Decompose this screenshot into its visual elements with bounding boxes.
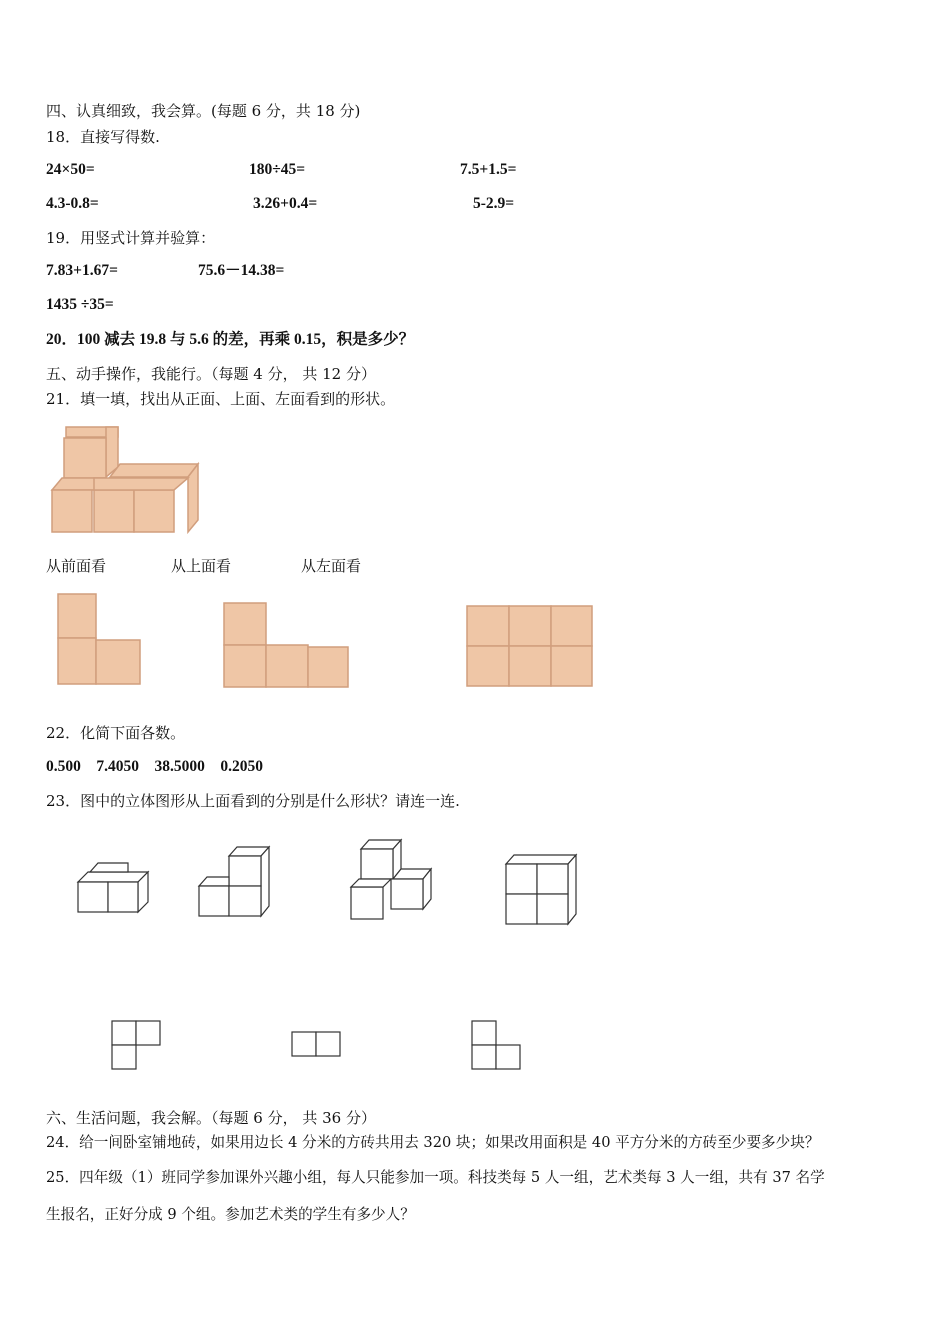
q23-title: 23．图中的立体图形从上面看到的分别是什么形状？请连一连. [46,792,460,810]
q21-cube-figure [48,422,208,537]
section4-title: 四、认真细致，我会算。(每题 6 分，共 18 分) [46,102,361,120]
view-label-left: 从左面看 [301,557,362,575]
solid-figure-2 [195,842,275,922]
q18-item: 3.26+0.4= [253,195,318,212]
q18-item: 24×50= [46,161,95,178]
q25-line1: 25．四年级（1）班同学参加课外兴趣小组，每人只能参加一项。科技类每 5 人一组，艺术类每 3 人一组，共有 37 名学 [46,1169,825,1186]
solid-figure-1 [70,850,160,920]
view-shape-a [55,592,145,687]
q19-title: 19．用竖式计算并验算： [46,229,216,247]
q19-item: 7.83+1.67= [46,262,118,279]
section5-title: 五、动手操作，我能行。（每题 4 分， 共 12 分） [46,365,376,383]
section6-title: 六、生活问题，我会解。（每题 6 分， 共 36 分） [46,1109,376,1127]
top-view-option-1[interactable] [108,1018,166,1073]
q18-title: 18．直接写得数. [46,128,160,146]
q19-item: 1435 ÷35= [46,296,114,313]
q19-item: 75.6－14.38= [198,262,285,279]
q22-title: 22．化简下面各数。 [46,724,186,742]
top-view-option-3[interactable] [468,1018,526,1073]
q21-title: 21．填一填，找出从正面、上面、左面看到的形状。 [46,390,396,408]
top-view-option-2[interactable] [288,1029,346,1061]
q24-title: 24．给一间卧室铺地砖，如果用边长 4 分米的方砖共用去 320 块；如果改用面积是 40 平方分米的方砖至少要多少块？ [46,1134,820,1151]
solid-figure-3 [345,835,440,925]
q20-title: 20．100 减去 19.8 与 5.6 的差，再乘 0.15，积是多少？ [46,331,415,348]
solid-figure-4 [500,850,582,930]
q18-item: 4.3-0.8= [46,195,99,212]
view-shape-b [220,600,355,692]
view-label-top: 从上面看 [171,557,232,575]
q18-item: 180÷45= [249,161,306,178]
q18-item: 5-2.9= [473,195,515,212]
q18-item: 7.5+1.5= [460,161,517,178]
view-shape-c [464,604,596,690]
view-label-front: 从前面看 [46,557,107,575]
q25-line2: 生报名，正好分成 9 个组。参加艺术类的学生有多少人？ [46,1206,415,1223]
q22-items: 0.500 7.4050 38.5000 0.2050 [46,758,263,775]
